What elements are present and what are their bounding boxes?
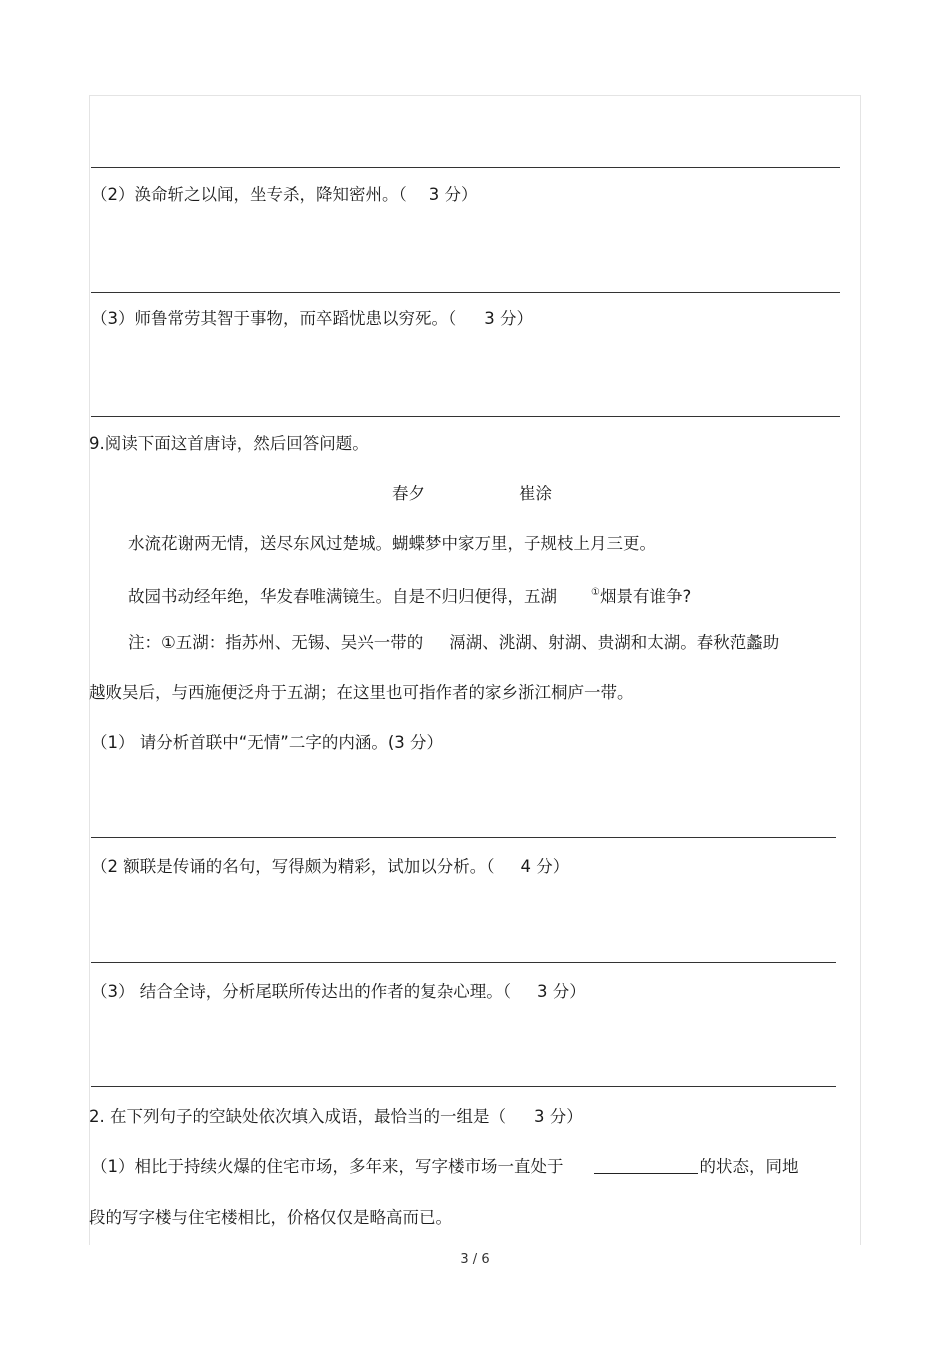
poem-line-1: 水流花谢两无情，送尽东风过楚城。蝴蝶梦中家万里，子规枝上月三更。 — [128, 534, 656, 553]
q9-intro: 9.阅读下面这首唐诗，然后回答问题。 — [89, 434, 369, 453]
poem-title: 春夕 — [392, 484, 425, 503]
q8-sub3: （3）师鲁常劳其智于事物，而卒蹈忧患以穷死。（ 3 分） — [91, 309, 533, 328]
poem-author: 崔涂 — [519, 484, 552, 503]
poem-note: 注：①五湖：指苏州、无锡、吴兴一带的 滆湖、洮湖、射湖、贵湖和太湖。春秋范蠡助 — [128, 633, 780, 652]
q8-sub2: （2）涣命斩之以闻，坐专杀，降知密州。（ 3 分） — [91, 185, 478, 204]
q2-intro: 2. 在下列句子的空缺处依次填入成语，最恰当的一组是（ 3 分） — [89, 1107, 583, 1126]
q9-sub2: （2 额联是传诵的名句，写得颇为精彩，试加以分析。（ 4 分） — [91, 857, 570, 876]
answer-line — [91, 962, 836, 963]
poem-line-2: 故园书动经年绝，华发春唯满镜生。自是不归归便得，五湖 ①烟景有谁争? — [128, 587, 692, 606]
answer-line — [91, 167, 840, 168]
answer-line — [91, 1086, 836, 1087]
q9-sub3: （3） 结合全诗，分析尾联所传达出的作者的复杂心理。（ 3 分） — [91, 982, 586, 1001]
poem-note-cont: 越败吴后，与西施便泛舟于五湖；在这里也可指作者的家乡浙江桐庐一带。 — [89, 683, 634, 702]
page-number: 3 / 6 — [460, 1252, 490, 1267]
q2-sub1-cont: 段的写字楼与住宅楼相比，价格仅仅是略高而已。 — [89, 1208, 452, 1227]
q2-sub1: （1）相比于持续火爆的住宅市场，多年来，写字楼市场一直处于 的状态，同地 — [91, 1157, 799, 1176]
page-frame — [89, 95, 861, 1245]
q9-sub1: （1） 请分析首联中“无情”二字的内涵。(3 分） — [91, 733, 444, 752]
answer-line — [91, 416, 840, 417]
answer-line — [91, 292, 840, 293]
footnote-mark: ① — [591, 587, 600, 598]
fill-blank[interactable] — [594, 1158, 698, 1174]
answer-line — [91, 837, 836, 838]
